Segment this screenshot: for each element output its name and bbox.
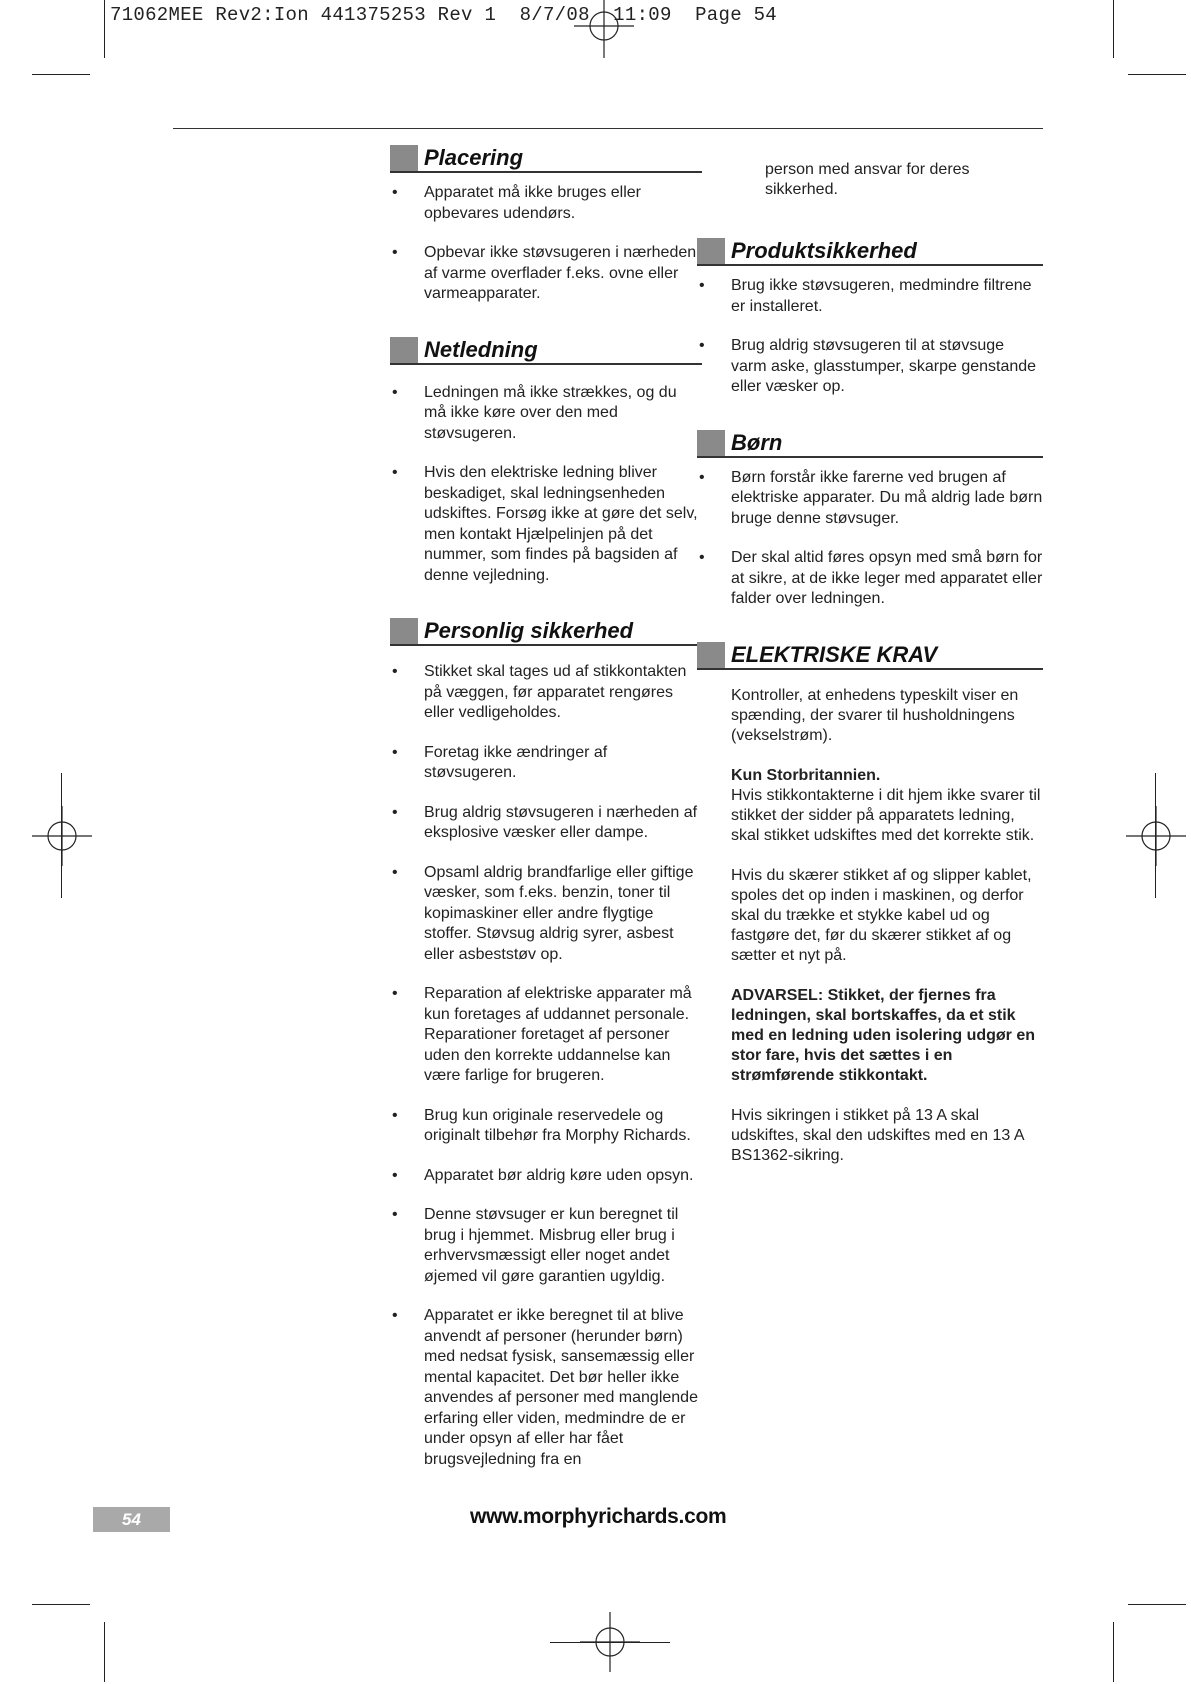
list-item: • Ledningen må ikke strækkes, og du må ikke køre over den med støvsugeren. — [392, 383, 677, 442]
left-column — [390, 143, 702, 1489]
section-title: Børn — [731, 429, 783, 455]
registration-mark-right-icon — [1126, 806, 1186, 866]
heading-marker — [390, 337, 418, 363]
continuation-text: person med ansvar for deres sikkerhed. — [765, 161, 970, 198]
section-heading-placering — [390, 143, 702, 173]
section-title: Produktsikkerhed — [731, 238, 917, 263]
list-item: • Brug aldrig støvsugeren til at støvsuge varm aske, glasstumper, skarpe genstande eller væsker op. — [699, 337, 1037, 395]
bullet-icon: • — [392, 244, 398, 261]
section-heading-elektriske-krav — [697, 640, 1043, 670]
list-item: • Apparatet er ikke beregnet til at blive anvendt af personer (herunder børn) med nedsat fysisk, sansemæssig eller mental kapacitet. Det bør heller ikke anvendes af personer med manglende erfaring eller viden, medmindre de er under opsyn af eller har fået brugsvejledning fra en — [392, 1307, 698, 1468]
heading-marker — [390, 618, 418, 644]
uk-text: Hvis stikkontakterne i dit hjem ikke svarer til stikket der sidder på apparatets ledning, skal stikket udskiftes med det korrekte stik. — [731, 786, 1041, 844]
placering-list — [390, 183, 702, 305]
list-item: • Apparatet må ikke bruges eller opbevares udendørs. — [392, 184, 641, 222]
bullet-icon: • — [699, 277, 705, 294]
heading-marker — [390, 145, 418, 171]
heading-marker — [697, 238, 725, 264]
personlig-sikkerhed-list — [390, 662, 702, 1470]
list-item: • Opbevar ikke støvsugeren i nærheden af varme overflader f.eks. ovne eller varmeapparater. — [392, 244, 697, 302]
list-item: • Børn forstår ikke farerne ved brugen af elektriske apparater. Du må aldrig lade børn bruge denne støvsuger. — [699, 468, 1043, 527]
born-list — [697, 468, 1043, 610]
fuse-text: Hvis sikringen i stikket på 13 A skal udskiftes, skal den udskiftes med en 13 A BS1362-sikring. — [731, 1106, 1024, 1164]
list-item: • Brug ikke støvsugeren, medmindre filtrene er installeret. — [699, 277, 1032, 315]
crop-mark-bottom-left-v — [104, 1622, 105, 1682]
printer-slug: 71062MEE Rev2:Ion 441375253 Rev 1 8/7/08 11:09 Page 54 — [110, 4, 778, 26]
crop-mark-bottom-right-v — [1113, 1622, 1114, 1682]
crop-mark-top-right-h — [1128, 74, 1186, 75]
list-item: • Opsaml aldrig brandfarlige eller giftige væsker, som f.eks. benzin, toner til kopimaskiner eller andre flygtige stoffer. Støvsug aldrig syrer, asbest eller asbeststøv op. — [392, 863, 694, 963]
section-title: Netledning — [424, 336, 538, 362]
registration-line-right — [1155, 773, 1156, 898]
section-title: Placering — [424, 145, 524, 170]
section-title: ELEKTRISKE KRAV — [731, 641, 938, 667]
bullet-icon: • — [392, 1106, 398, 1124]
crop-mark-top-right-v — [1113, 0, 1114, 58]
website-url: www.morphyrichards.com — [470, 1505, 727, 1528]
produktsikkerhed-list — [697, 276, 1043, 398]
list-item: • Hvis den elektriske ledning bliver beskadiget, skal ledningsenheden udskiftes. Forsøg ikke at gøre det selv, men kontakt Hjælpelinjen på det nummer, som findes på bagsiden af denne vejledning. — [392, 464, 698, 584]
netledning-list — [390, 383, 702, 587]
bullet-icon: • — [392, 803, 398, 821]
electrical-intro: Kontroller, at enhedens typeskilt viser en spænding, der svarer til husholdningens (vekselstrøm). — [731, 686, 1019, 744]
bullet-icon: • — [392, 1307, 398, 1324]
page-number: 54 — [93, 1507, 170, 1532]
crop-mark-bottom-left-h — [32, 1604, 90, 1605]
list-item: • Foretag ikke ændringer af støvsugeren. — [392, 743, 608, 781]
list-item: • Apparatet bør aldrig køre uden opsyn. — [390, 1166, 702, 1187]
header-rule — [173, 128, 1043, 129]
bullet-icon: • — [392, 464, 398, 481]
bullet-icon: • — [392, 1166, 398, 1184]
list-item: • Der skal altid føres opsyn med små børn for at sikre, at de ikke leger med apparatet eller falder over ledningen. — [699, 549, 1043, 607]
bullet-icon: • — [699, 337, 705, 354]
electrical-requirements — [697, 686, 1043, 1166]
section-heading-personlig-sikkerhed — [390, 616, 702, 646]
right-column — [699, 160, 1043, 1186]
registration-mark-left-icon — [32, 806, 92, 866]
registration-line-bottom — [550, 1642, 670, 1643]
section-heading-born — [697, 428, 1043, 458]
bullet-icon: • — [392, 863, 398, 881]
bullet-icon: • — [392, 184, 398, 201]
registration-line-left — [61, 773, 62, 898]
bullet-icon: • — [392, 383, 398, 401]
list-item: • Reparation af elektriske apparater må kun foretages af uddannet personale. Reparationer foretaget af personer uden den korrekte uddannelse kan være farlige for brugeren. — [392, 985, 692, 1084]
bullet-icon: • — [392, 743, 398, 761]
crop-mark-top-left-h — [32, 74, 90, 75]
section-heading-produktsikkerhed — [697, 236, 1043, 266]
heading-marker — [697, 430, 725, 456]
bullet-icon: • — [699, 549, 705, 566]
uk-heading: Kun Storbritannien. — [731, 766, 881, 784]
bullet-icon: • — [699, 468, 705, 486]
crop-mark-top-left-v — [104, 0, 105, 58]
list-item: • Brug kun originale reservedele og originalt tilbehør fra Morphy Richards. — [392, 1106, 691, 1144]
bullet-icon: • — [392, 1206, 398, 1223]
list-item: • Stikket skal tages ud af stikkontakten på væggen, før apparatet rengøres eller vedligeholdes. — [392, 663, 687, 721]
list-item: • Denne støvsuger er kun beregnet til brug i hjemmet. Misbrug eller brug i erhvervsmæssigt eller noget andet øjemed vil gøre garantien ugyldig. — [392, 1206, 679, 1285]
section-title: Personlig sikkerhed — [424, 618, 634, 643]
heading-marker — [697, 642, 725, 668]
warning-text: ADVARSEL: Stikket, der fjernes fra ledningen, skal bortskaffes, da et stik med en ledning uden isolering udgør en stor fare, hvis det sættes i en strømførende stikkontakt. — [731, 986, 1036, 1084]
list-item: • Brug aldrig støvsugeren i nærheden af eksplosive væsker eller dampe. — [392, 803, 698, 841]
cut-plug-text: Hvis du skærer stikket af og slipper kablet, spoles det op inden i maskinen, og derfor skal du trække et stykke kabel ud og fastgøre det, før du skærer stikket af og sætter et nyt på. — [731, 866, 1032, 964]
registration-mark-top-icon — [574, 0, 634, 60]
bullet-icon: • — [392, 985, 398, 1002]
section-heading-netledning — [390, 335, 702, 365]
uk-paragraph — [731, 766, 1043, 846]
bullet-icon: • — [392, 663, 398, 680]
crop-mark-bottom-right-h — [1128, 1604, 1186, 1605]
